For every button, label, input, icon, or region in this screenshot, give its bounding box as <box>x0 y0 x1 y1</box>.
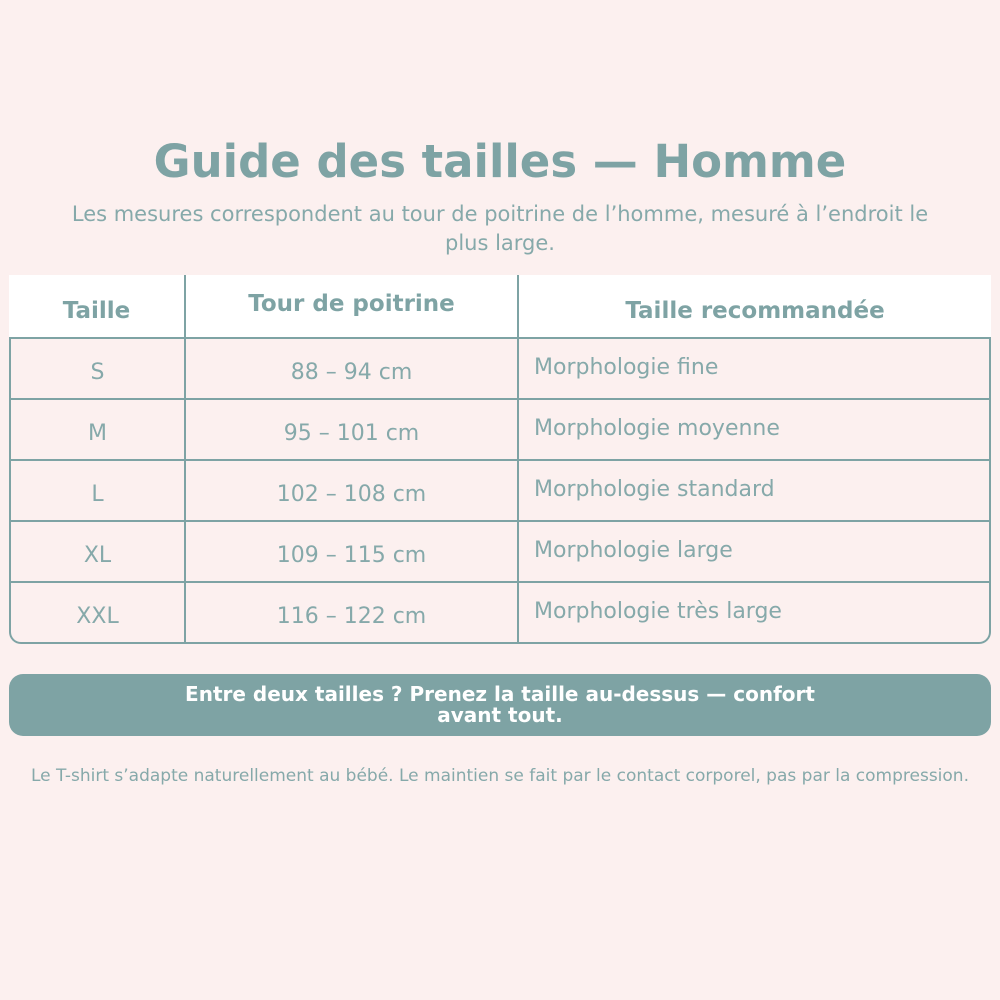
morphology-cell: Morphologie très large <box>519 583 991 644</box>
advice-banner-text: Entre deux tailles ? Prenez la taille au-dessus — confort avant tout. <box>185 682 815 727</box>
morphology-cell: Morphologie standard <box>519 461 991 522</box>
size-table-container <box>9 275 991 644</box>
table-row <box>9 400 991 461</box>
advice-banner <box>9 674 991 736</box>
page-title: Guide des tailles — Homme <box>153 135 847 188</box>
column-header-size: Taille <box>9 275 186 339</box>
table-header-row <box>9 275 991 339</box>
morphology-cell: Morphologie large <box>519 522 991 583</box>
column-header-chest: Tour de poitrine <box>186 275 519 339</box>
column-header-recommended: Taille recommandée <box>519 275 991 339</box>
page-subtitle: Les mesures correspondent au tour de poitrine de l’homme, mesuré à l’endroit le plus large. <box>71 202 929 255</box>
size-cell: S <box>9 339 186 400</box>
morphology-cell: Morphologie moyenne <box>519 400 991 461</box>
table-row <box>9 339 991 400</box>
table-row <box>9 461 991 522</box>
size-cell: XL <box>9 522 186 583</box>
morphology-cell: Morphologie fine <box>519 339 991 400</box>
chest-cell: 116 – 122 cm <box>186 583 519 644</box>
chest-cell: 88 – 94 cm <box>186 339 519 400</box>
chest-cell: 102 – 108 cm <box>186 461 519 522</box>
footnote: Le T-shirt s’adapte naturellement au bébé. Le maintien se fait par le contact corporel, pas par la compression. <box>31 766 969 786</box>
size-table <box>9 275 991 644</box>
table-row <box>9 583 991 644</box>
chest-cell: 95 – 101 cm <box>186 400 519 461</box>
size-cell: L <box>9 461 186 522</box>
size-cell: XXL <box>9 583 186 644</box>
table-row <box>9 522 991 583</box>
chest-cell: 109 – 115 cm <box>186 522 519 583</box>
size-cell: M <box>9 400 186 461</box>
